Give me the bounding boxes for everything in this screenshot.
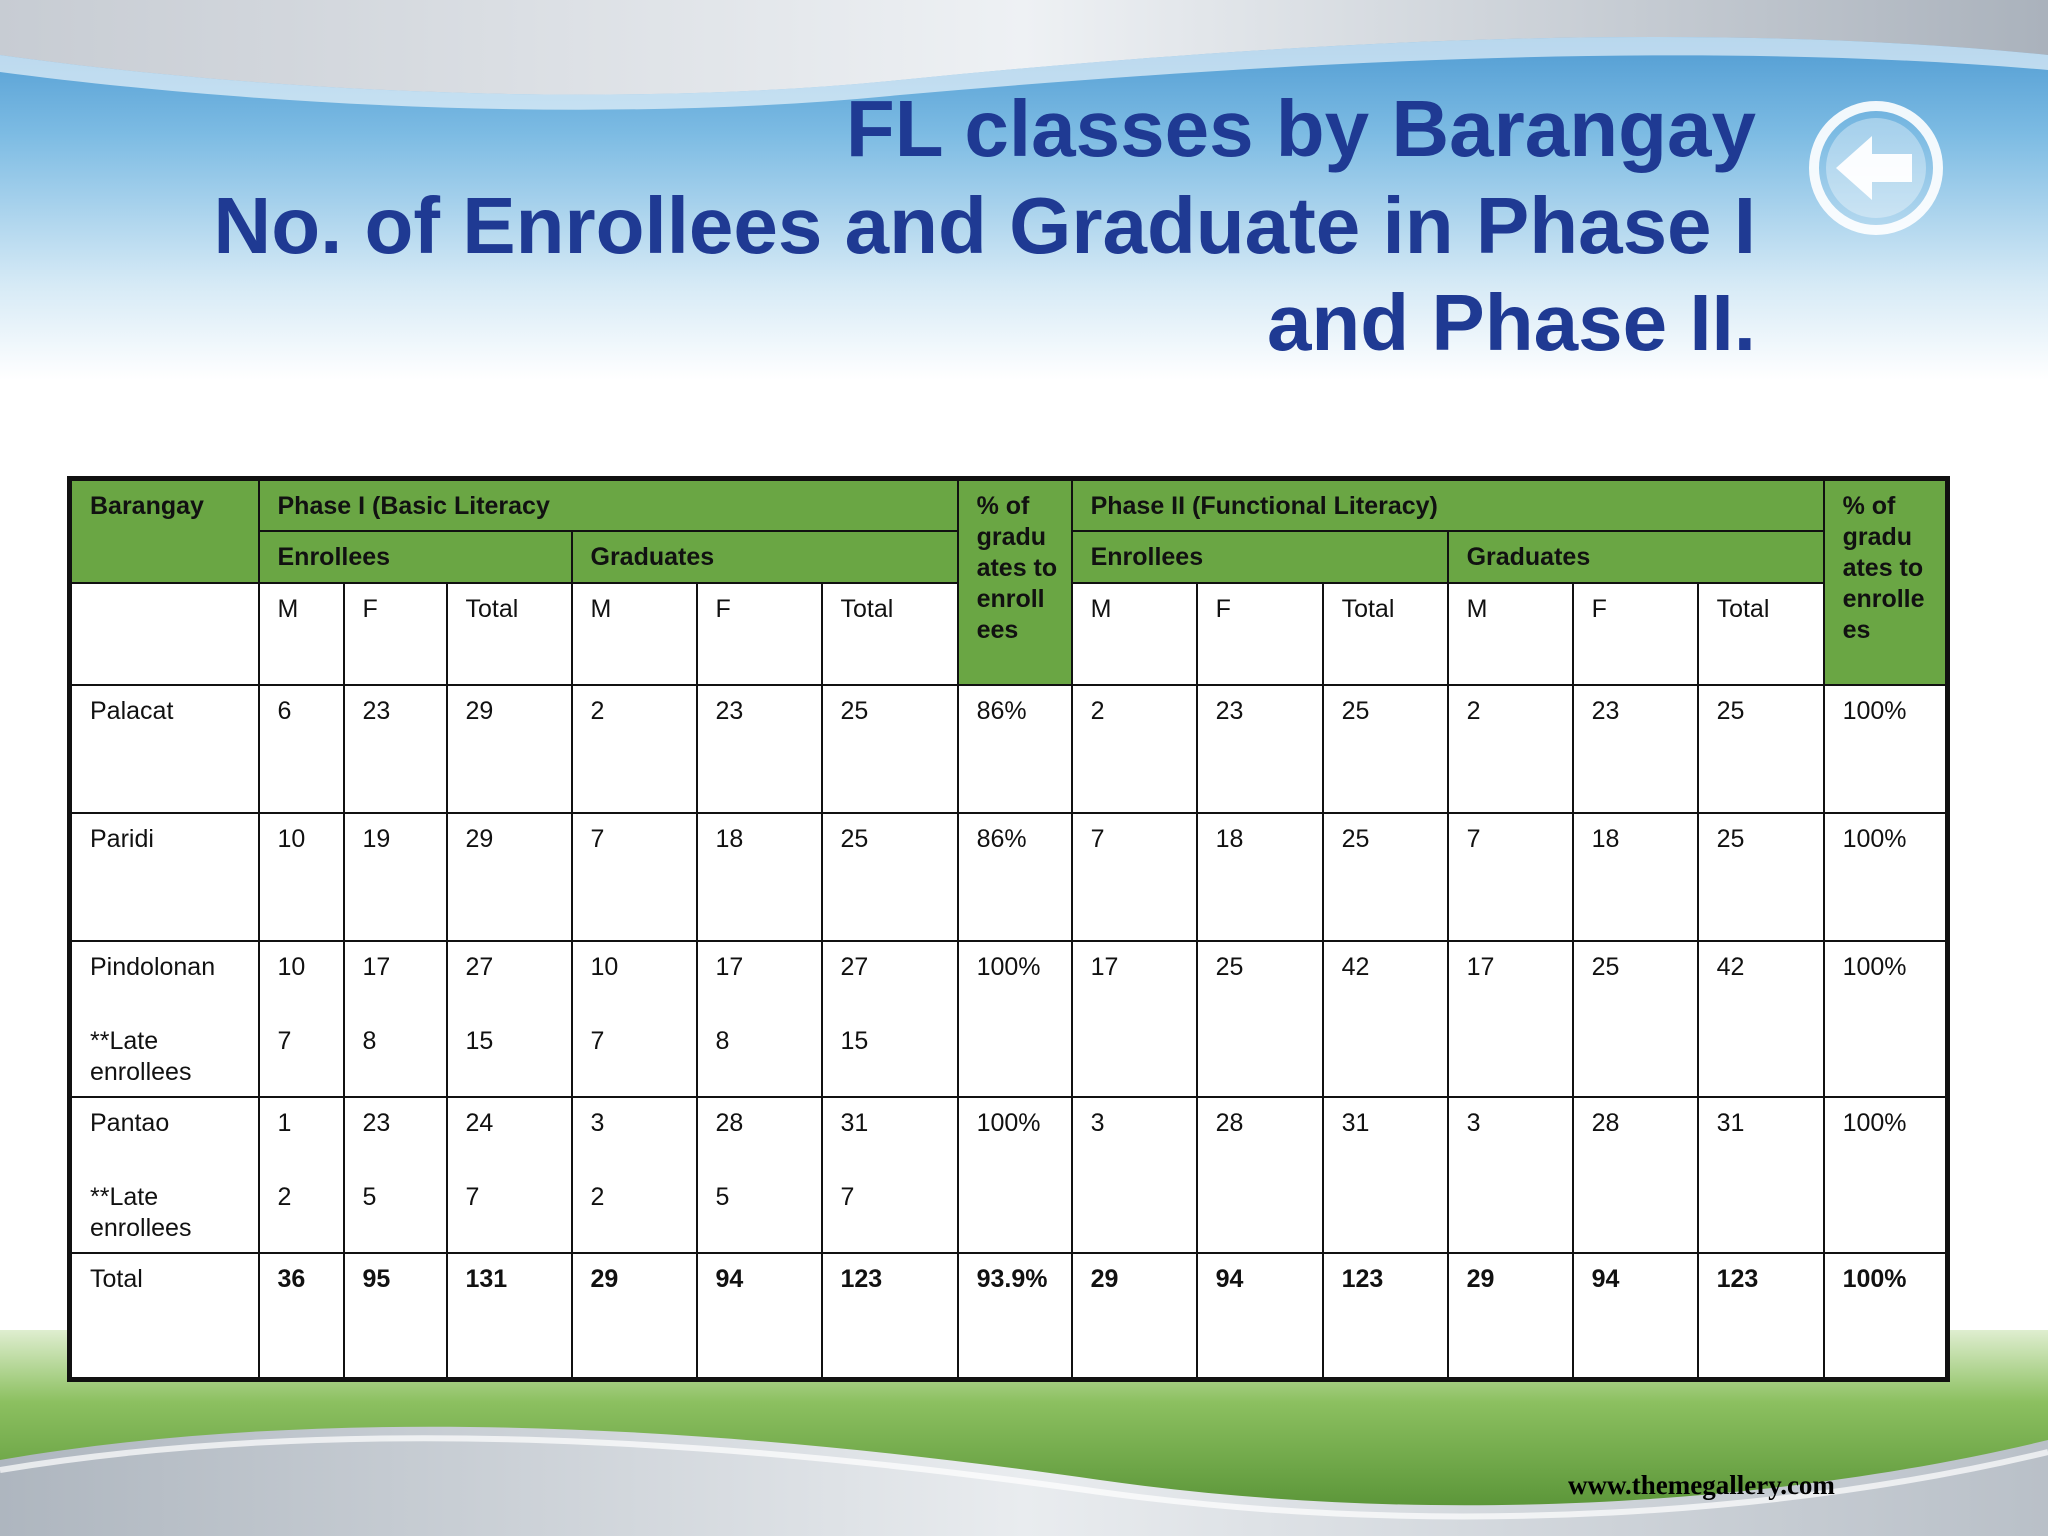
cell-late-value: 5 — [362, 1183, 377, 1211]
table-cell: 28 — [1197, 1097, 1323, 1253]
table-cell: 3 — [1072, 1097, 1197, 1253]
table-cell — [447, 1097, 572, 1253]
table-cell: 25 — [822, 685, 958, 813]
table-cell: 25 — [822, 813, 958, 941]
header-m: M — [259, 583, 344, 685]
header-blank — [70, 583, 259, 685]
table-cell: 18 — [1573, 813, 1698, 941]
total-label: Total — [70, 1253, 259, 1379]
table-cell — [572, 1097, 697, 1253]
table-cell: 29 — [447, 813, 572, 941]
table-cell: 42 — [1323, 941, 1448, 1097]
table-cell: 6 — [259, 685, 344, 813]
table-cell — [344, 1097, 447, 1253]
table-cell: 7 — [572, 813, 697, 941]
cell-value: 28 — [715, 1109, 744, 1137]
table-cell: 23 — [1197, 685, 1323, 813]
total-cell: 131 — [447, 1253, 572, 1379]
table-cell: 25 — [1323, 813, 1448, 941]
row-barangay-name: Palacat — [70, 685, 259, 813]
table-row — [70, 941, 1948, 1097]
table-cell: 10 — [259, 813, 344, 941]
row-barangay-name — [70, 941, 259, 1097]
table-cell: 18 — [1197, 813, 1323, 941]
header-total: Total — [822, 583, 958, 685]
barangay-name: Pindolonan — [90, 953, 216, 981]
table-cell: 17 — [1448, 941, 1573, 1097]
cell-value: 24 — [465, 1109, 494, 1137]
cell-late-value: 8 — [715, 1027, 730, 1055]
total-cell: 94 — [1573, 1253, 1698, 1379]
slide-title — [56, 80, 1756, 371]
table-cell: 25 — [1698, 813, 1824, 941]
cell-value: 1 — [277, 1109, 292, 1137]
title-line-3: and Phase II. — [1266, 278, 1756, 367]
total-cell: 123 — [822, 1253, 958, 1379]
header-phase2: Phase II (Functional Literacy) — [1072, 479, 1824, 532]
cell-value: 23 — [362, 1109, 391, 1137]
table-cell — [259, 1097, 344, 1253]
header-pct-phase1: % of gradu ates to enroll ees — [958, 479, 1072, 686]
header-p1-graduates: Graduates — [572, 531, 958, 583]
table-cell-pct: 86% — [958, 685, 1072, 813]
cell-value: 31 — [840, 1109, 869, 1137]
cell-late-value: 7 — [277, 1027, 292, 1055]
table-cell-pct: 100% — [958, 941, 1072, 1097]
total-row — [70, 1253, 1948, 1379]
barangay-name: Pantao — [90, 1109, 170, 1137]
cell-late-value: 7 — [465, 1183, 480, 1211]
cell-value: 27 — [840, 953, 869, 981]
cell-late-value: 5 — [715, 1183, 730, 1211]
cell-value: 10 — [590, 953, 619, 981]
table-cell — [447, 941, 572, 1097]
table-cell: 3 — [1448, 1097, 1573, 1253]
back-arrow-circle-icon[interactable] — [1806, 98, 1946, 238]
table-cell — [822, 1097, 958, 1253]
total-cell: 36 — [259, 1253, 344, 1379]
total-cell-pct: 93.9% — [958, 1253, 1072, 1379]
cell-late-value: 15 — [840, 1027, 869, 1055]
header-p2-enrollees: Enrollees — [1072, 531, 1448, 583]
total-cell: 29 — [1072, 1253, 1197, 1379]
table-cell-pct: 100% — [1824, 941, 1948, 1097]
header-pct-phase2: % of gradu ates to enrolle es — [1824, 479, 1948, 686]
table-cell — [822, 941, 958, 1097]
header-m: M — [572, 583, 697, 685]
table-cell: 25 — [1573, 941, 1698, 1097]
header-total: Total — [1698, 583, 1824, 685]
header-f: F — [697, 583, 822, 685]
table-cell — [697, 941, 822, 1097]
total-cell: 94 — [697, 1253, 822, 1379]
cell-late-value: 7 — [840, 1183, 855, 1211]
total-cell: 29 — [1448, 1253, 1573, 1379]
enrollment-table-container — [67, 476, 1949, 1377]
cell-value: 17 — [715, 953, 744, 981]
total-cell: 123 — [1323, 1253, 1448, 1379]
table-cell: 7 — [1072, 813, 1197, 941]
total-cell-pct: 100% — [1824, 1253, 1948, 1379]
header-total: Total — [1323, 583, 1448, 685]
title-line-2: No. of Enrollees and Graduate in Phase I — [213, 181, 1756, 270]
table-cell — [259, 941, 344, 1097]
table-row — [70, 813, 1948, 941]
header-f: F — [1573, 583, 1698, 685]
table-cell: 2 — [1072, 685, 1197, 813]
total-cell: 123 — [1698, 1253, 1824, 1379]
table-cell: 2 — [572, 685, 697, 813]
table-cell: 25 — [1323, 685, 1448, 813]
cell-value: 27 — [465, 953, 494, 981]
table-cell: 29 — [447, 685, 572, 813]
table-cell-pct: 86% — [958, 813, 1072, 941]
table-cell: 31 — [1323, 1097, 1448, 1253]
header-row-1 — [70, 479, 1948, 532]
table-cell: 23 — [1573, 685, 1698, 813]
header-barangay: Barangay — [70, 479, 259, 584]
cell-value: 10 — [277, 953, 306, 981]
late-enrollees-label: **Late enrollees — [90, 1027, 192, 1086]
cell-late-value: 2 — [590, 1183, 605, 1211]
table-cell: 23 — [344, 685, 447, 813]
header-p1-enrollees: Enrollees — [259, 531, 572, 583]
header-phase1: Phase I (Basic Literacy — [259, 479, 958, 532]
table-cell: 28 — [1573, 1097, 1698, 1253]
table-cell — [697, 1097, 822, 1253]
cell-late-value: 15 — [465, 1027, 494, 1055]
table-cell: 17 — [1072, 941, 1197, 1097]
footer-url[interactable]: www.themegallery.com — [1568, 1470, 1835, 1500]
table-cell: 23 — [697, 685, 822, 813]
table-cell: 25 — [1698, 685, 1824, 813]
total-cell: 95 — [344, 1253, 447, 1379]
title-line-1: FL classes by Barangay — [845, 84, 1756, 173]
table-cell: 42 — [1698, 941, 1824, 1097]
table-cell: 31 — [1698, 1097, 1824, 1253]
cell-value: 3 — [590, 1109, 605, 1137]
table-cell: 25 — [1197, 941, 1323, 1097]
table-cell: 7 — [1448, 813, 1573, 941]
table-cell-pct: 100% — [958, 1097, 1072, 1253]
header-m: M — [1448, 583, 1573, 685]
table-cell-pct: 100% — [1824, 685, 1948, 813]
table-row — [70, 1097, 1948, 1253]
table-cell: 18 — [697, 813, 822, 941]
total-cell: 29 — [572, 1253, 697, 1379]
header-f: F — [1197, 583, 1323, 685]
cell-late-value: 7 — [590, 1027, 605, 1055]
cell-late-value: 2 — [277, 1183, 292, 1211]
row-barangay-name — [70, 1097, 259, 1253]
header-f: F — [344, 583, 447, 685]
cell-value: 17 — [362, 953, 391, 981]
header-total: Total — [447, 583, 572, 685]
header-m: M — [1072, 583, 1197, 685]
table-cell — [572, 941, 697, 1097]
table-cell: 2 — [1448, 685, 1573, 813]
row-barangay-name: Paridi — [70, 813, 259, 941]
total-cell: 94 — [1197, 1253, 1323, 1379]
header-p2-graduates: Graduates — [1448, 531, 1824, 583]
enrollment-table — [67, 476, 1950, 1382]
table-cell-pct: 100% — [1824, 813, 1948, 941]
late-enrollees-label: **Late enrollees — [90, 1183, 192, 1242]
table-row — [70, 685, 1948, 813]
cell-late-value: 8 — [362, 1027, 377, 1055]
table-cell-pct: 100% — [1824, 1097, 1948, 1253]
table-cell: 19 — [344, 813, 447, 941]
table-cell — [344, 941, 447, 1097]
